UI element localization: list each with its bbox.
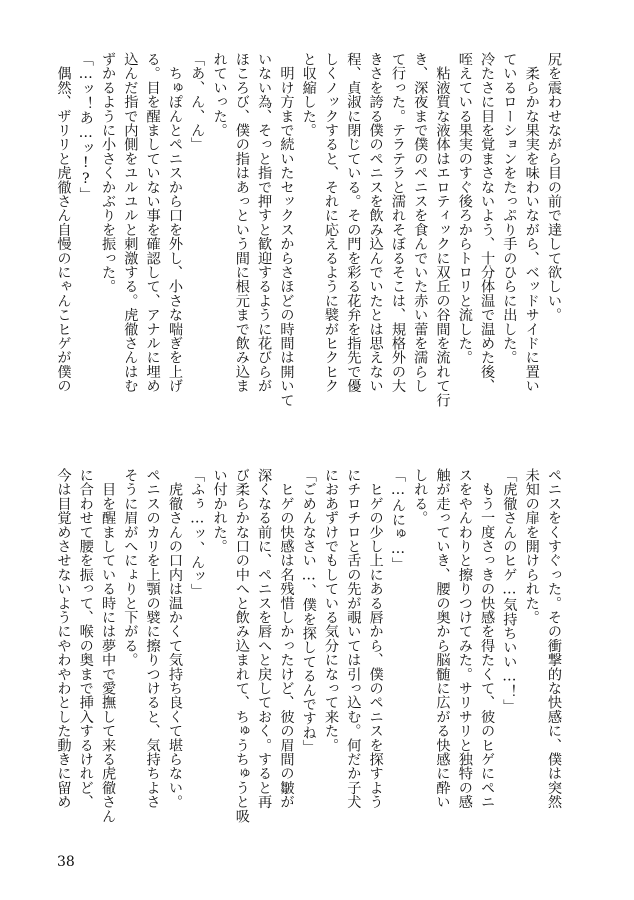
text-line: ちゅぽんとペニスから口を外し、小さな喘ぎを上げ [166, 52, 183, 393]
text-line: しれる。 [412, 468, 429, 525]
text-line: ヒゲの快感は名残惜しかったけど、彼の眉間の皺が [278, 468, 295, 809]
text-line: きさを誇る僕のペニスを飲み込んでいたとは思えない [367, 52, 384, 393]
text-line: 「ふぅ…ッ、んッ」 [189, 468, 206, 598]
text-line: そうに眉がへにょりと下がる。 [122, 468, 139, 667]
text-line: ているローションをたっぷり手のひらに出した。 [501, 52, 518, 365]
text-line: 「ごめんなさい…、僕を探してるんですね」 [300, 468, 317, 754]
text-line: しくノックすると、それに応えるように襞がヒクヒク [323, 52, 340, 393]
text-line: 柔らかな果実を味わいながら、ベッドサイドに置い [523, 52, 540, 393]
text-line: もう一度さっきの快感を得たくて、彼のヒゲにペニ [479, 468, 496, 809]
text-line: 尻を震わせながら目の前で達して欲しい。 [546, 52, 562, 322]
text-line: 深くなる前に、ペニスを唇へと戻しておく。すると再 [256, 468, 273, 809]
text-line: 程、貞淑に閉じている。その門を彩る花弁を指先で優 [345, 52, 362, 393]
text-line: び柔らかな口の中へと飲み込まれて、ちゅうちゅうと吸 [233, 468, 250, 823]
text-line: 今は目覚めさせないようにやわやわとした動きに留め [55, 468, 72, 809]
text-line: に合わせて腰を振って、喉の奥まで挿入するけれど、 [77, 468, 94, 809]
text-line: 目を醒ましている時には夢中で愛撫して来る虎徹さん [100, 468, 117, 823]
text-line: 冷たさに目を覚まさないよう、十分体温で温めた後、 [479, 52, 496, 393]
text-line: スをやんわりと擦りつけてみた。サリサリと独特の感 [456, 468, 473, 809]
text-line: 「虎徹さんのヒゲ…気持ちいい…！」 [501, 468, 518, 713]
text-line: ペニスのカリを上顎の襞に擦りつけると、気持ちよさ [144, 468, 161, 809]
text-line: 「…んにゅ…」 [389, 468, 406, 571]
text-line: 粘液質な液体はエロティックに双丘の谷間を流れて行 [434, 52, 451, 407]
text-line: 触が走っていき、腰の奥から脳髄に広がる快感に酔い [434, 468, 451, 809]
text-line: 虎徹さんの口内は温かくて気持ち良くて堪らない。 [166, 468, 183, 809]
text-line: にチロチロと舌の先が覗いては引っ込む。何だか子犬 [345, 468, 362, 809]
text-line: 咥えている果実のすぐ後ろからトロリと流した。 [456, 52, 473, 365]
text-line: 未知の扉を開けられた。 [523, 468, 540, 625]
text-line: 偶然、ザリリと虎徹さん自慢のにゃんこヒゲが僕の [55, 52, 72, 393]
text-line: て行った。テラテラと濡れそぼるそこは、規格外の大 [389, 52, 406, 393]
lower-text-block [55, 468, 565, 843]
text-line: れていった。 [211, 52, 228, 138]
page-number: 38 [57, 854, 75, 870]
text-line: ほころび、僕の指はあっという間に根元まで飲み込ま [233, 52, 250, 393]
text-line: 「あ、ん、ん」 [189, 52, 206, 152]
text-line: き、深夜まで僕のペニスを食んでいた赤い蕾を濡らし [412, 52, 429, 393]
text-line: い付かれた。 [211, 468, 228, 554]
text-line: におあずけでもしている気分になって来た。 [323, 468, 340, 752]
text-line: 明け方まで続いたセックスからさほどの時間は開いて [278, 52, 295, 407]
text-line: ヒゲの少し上にある唇から、僕のペニスを探すよう [367, 468, 384, 809]
text-line: 「…ッ！あ…ッ!?」 [77, 52, 94, 202]
text-line: と収縮した。 [300, 52, 317, 138]
text-line: いない為、そっと指で押すと歓迎するように花びらが [256, 52, 273, 393]
text-line: 込んだ指で内側をユルユルと刺激する。虎徹さんはむ [122, 52, 139, 393]
upper-text-block [55, 52, 565, 417]
text-line: ずかるように小さくかぶりを振った。 [100, 52, 117, 294]
text-line: る。目を醒ましていない事を確認して、アナルに埋め [144, 52, 161, 393]
text-line: ペニスをくすぐった。その衝撃的な快感に、僕は突然 [546, 468, 562, 809]
